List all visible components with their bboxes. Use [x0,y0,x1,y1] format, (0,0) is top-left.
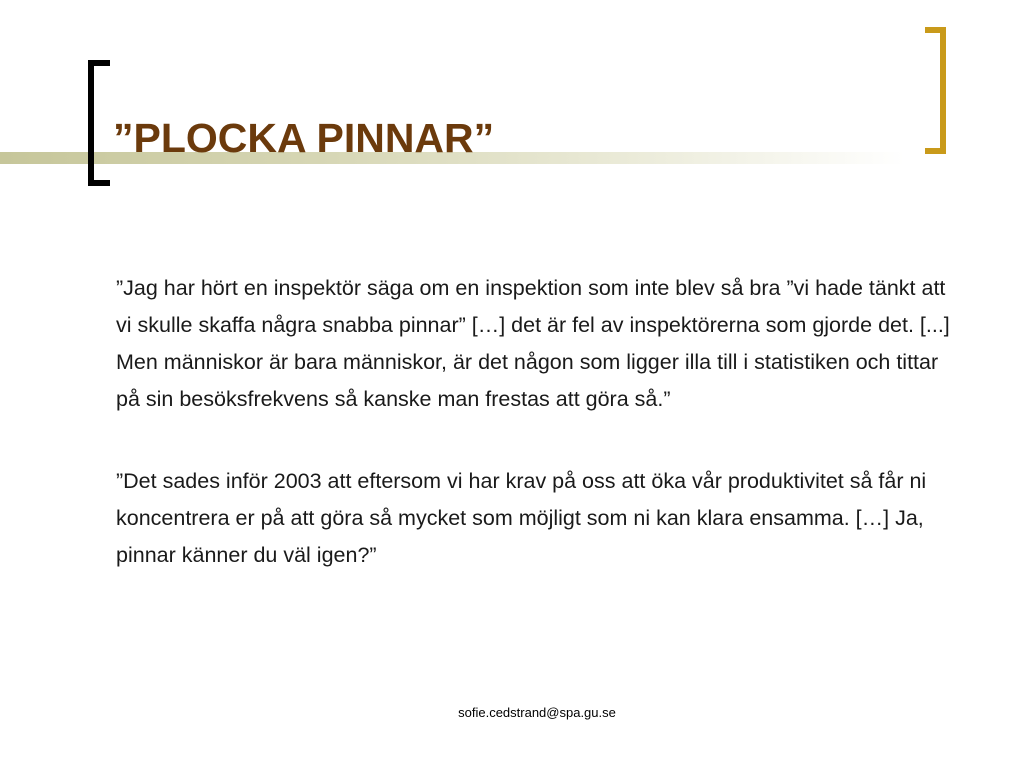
quote-paragraph-1: ”Jag har hört en inspektör säga om en inspektion som inte blev så bra ”vi hade tänkt att vi skulle skaffa några snabba pinnar” […] det är fel av inspektörerna som gjorde det. [...] Men människor är bara människor, är det någon som ligger illa till i statistiken och tittar på sin besöksfrekvens så kanske man frestas att göra så.” [116,276,950,411]
right-bracket-decoration [925,27,946,154]
slide-body [116,270,956,574]
slide-title: ”PLOCKA PINNAR” [113,115,495,161]
quote-paragraph-2: ”Det sades inför 2003 att eftersom vi har krav på oss att öka vår produktivitet så får ni koncentrera er på att göra så mycket som möjligt som ni kan klara ensamma. […] Ja, pinnar känner du väl igen?” [116,469,927,567]
left-bracket-decoration [88,60,110,186]
footer-email: sofie.cedstrand@spa.gu.se [458,705,616,720]
